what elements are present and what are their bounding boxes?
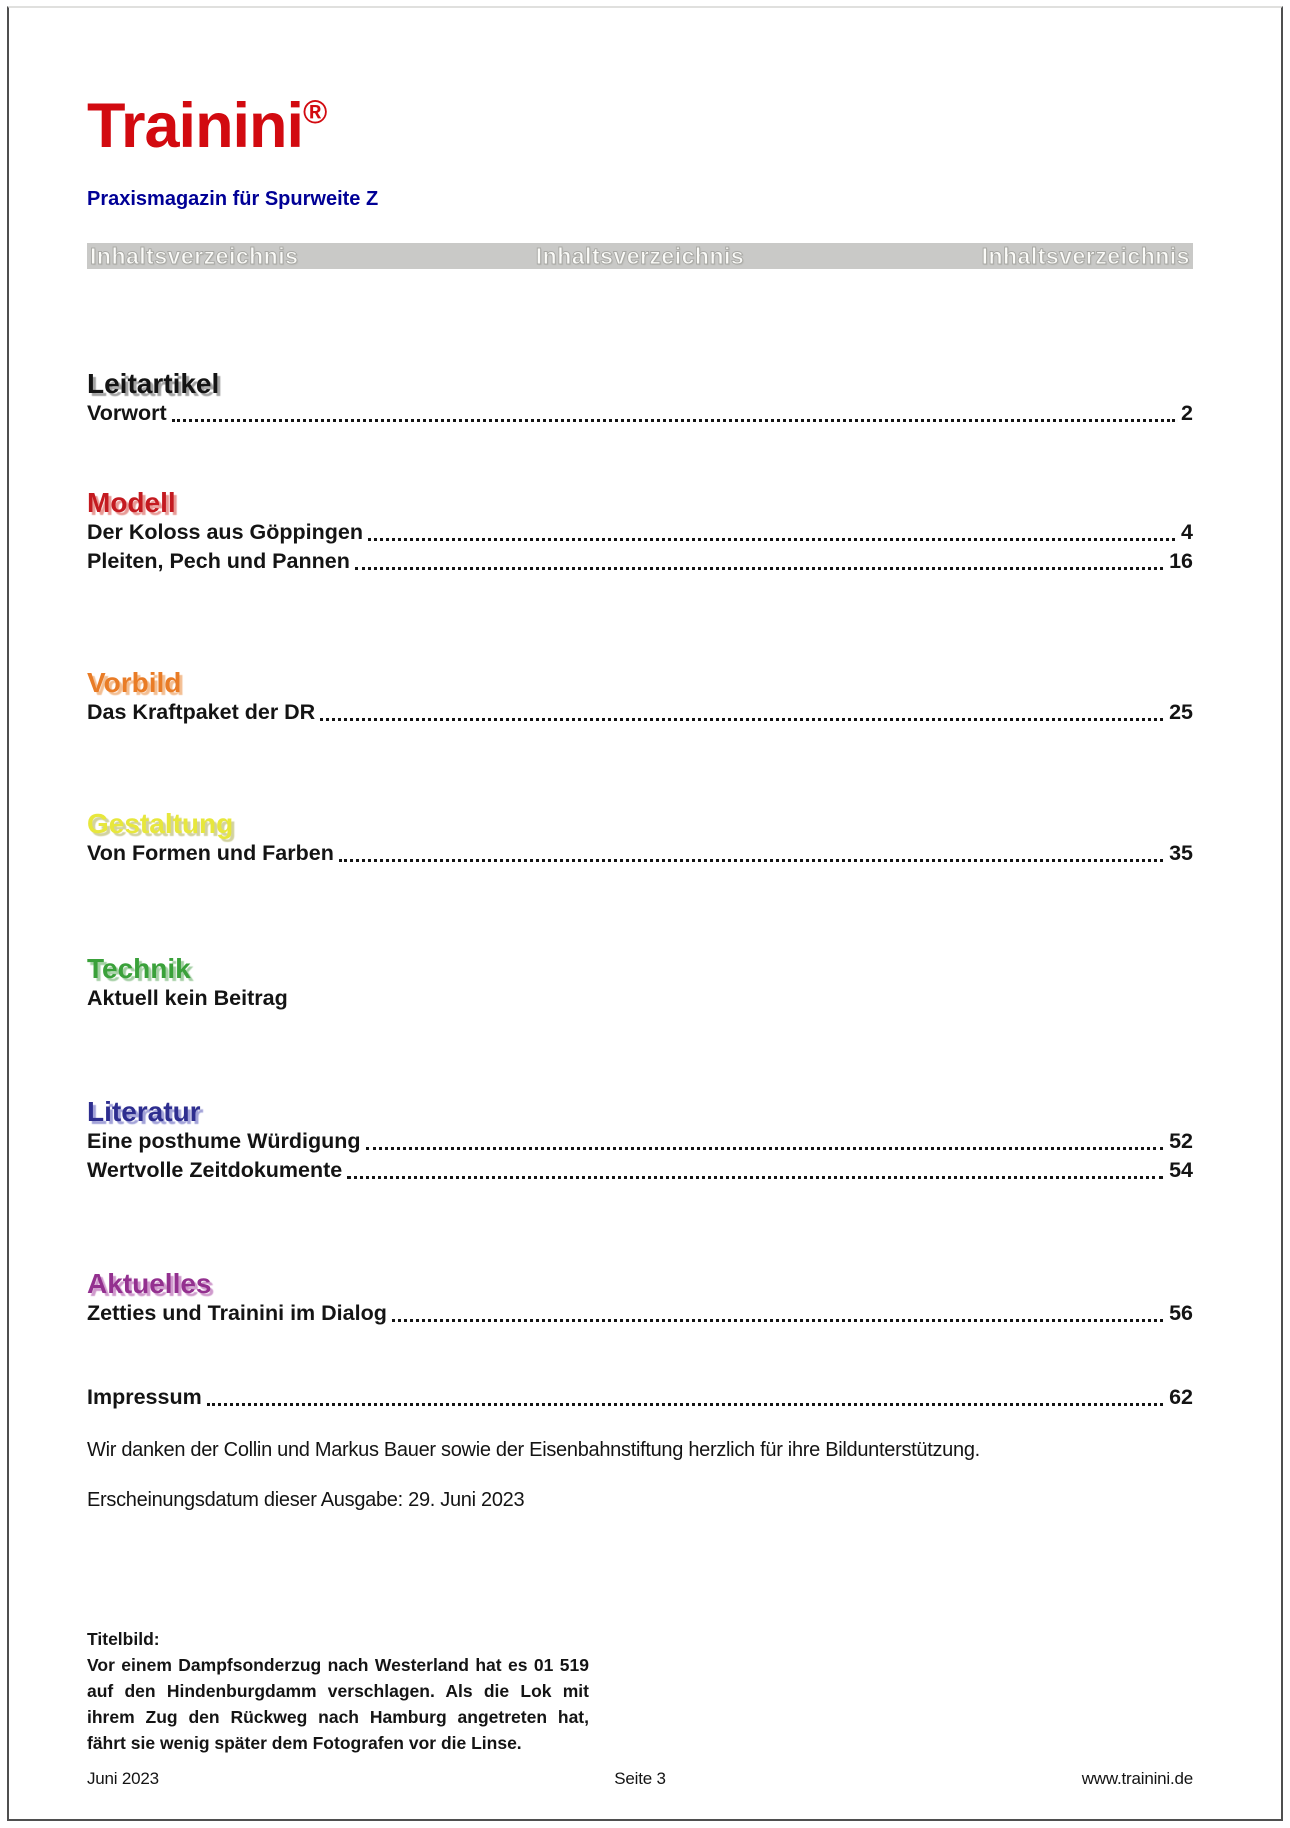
magazine-header	[87, 80, 1193, 213]
dot-leader	[172, 419, 1175, 422]
toc-entry-page: 35	[1169, 841, 1193, 865]
toc-entry-page: 54	[1169, 1158, 1193, 1182]
registered-trademark-icon: ®	[303, 93, 328, 130]
section-gestaltung	[87, 809, 1193, 868]
logo-row	[87, 80, 1193, 175]
cover-caption-text: Vor einem Dampfsonderzug nach Westerland hat es 01 519 auf den Hindenburgdamm verschlagen. Als die Lok mit ihrem Zug den Rückweg nach Hamburg angetreten hat, fährt sie wenig später dem Fotografen vor die Linse.	[87, 1655, 589, 1753]
publication-date: Erscheinungsdatum dieser Ausgabe: 29. Juni 2023	[87, 1489, 525, 1511]
toc-entry-pleiten[interactable]	[87, 547, 1193, 576]
toc-entry-title: Das Kraftpaket der DR	[87, 700, 316, 724]
toc-entry-zeitdokumente[interactable]	[87, 1156, 1193, 1185]
toc-entry-page: 62	[1169, 1385, 1193, 1409]
toc-entry-kein-beitrag	[87, 984, 1193, 1013]
toc-entry-title: Aktuell kein Beitrag	[87, 986, 288, 1010]
toc-entry-title: Der Koloss aus Göppingen	[87, 520, 363, 544]
toc-entry-title: Vorwort	[87, 401, 167, 425]
toc-entry-vorwort[interactable]	[87, 399, 1193, 428]
dot-leader	[392, 1319, 1163, 1322]
toc-entry-page: 56	[1169, 1301, 1193, 1325]
section-heading-vorbild: Vorbild	[87, 667, 182, 698]
dot-leader	[320, 718, 1163, 721]
cover-caption-label: Titelbild:	[87, 1629, 160, 1649]
banner-label-right: Inhaltsverzeichnis	[981, 242, 1190, 269]
table-of-contents	[87, 369, 1193, 1756]
dot-leader	[207, 1403, 1163, 1406]
toc-entry-page: 25	[1169, 700, 1193, 724]
section-heading-literatur: Literatur	[87, 1096, 201, 1127]
section-heading-aktuelles: Aktuelles	[87, 1268, 212, 1299]
toc-entry-page: 16	[1169, 549, 1193, 573]
toc-entry-page: 52	[1169, 1129, 1193, 1153]
page-frame	[7, 6, 1283, 1821]
magazine-subtitle: Praxismagazin für Spurweite Z	[87, 188, 379, 210]
credits-note: Wir danken der Collin und Markus Bauer sowie der Eisenbahnstiftung herzlich für ihre Bildunterstützung.	[87, 1439, 980, 1461]
banner-label-left: Inhaltsverzeichnis	[90, 242, 299, 269]
section-heading-gestaltung: Gestaltung	[87, 808, 234, 839]
section-heading-modell: Modell	[87, 487, 176, 518]
section-technik	[87, 954, 1193, 1013]
page-footer	[87, 1768, 1193, 1790]
dot-leader	[366, 1147, 1164, 1150]
toc-entry-wuerdigung[interactable]	[87, 1127, 1193, 1156]
toc-entry-title: Impressum	[87, 1385, 202, 1409]
toc-entry-zetties-dialog[interactable]	[87, 1299, 1193, 1328]
section-modell	[87, 488, 1193, 576]
section-leitartikel	[87, 369, 1193, 428]
section-aktuelles	[87, 1269, 1193, 1328]
cover-caption	[87, 1626, 589, 1756]
dot-leader	[368, 538, 1175, 541]
footer-page-number: Seite 3	[614, 1769, 666, 1788]
section-vorbild	[87, 668, 1193, 727]
contents-banner	[87, 243, 1193, 269]
toc-entry-kraftpaket[interactable]	[87, 698, 1193, 727]
section-heading-leitartikel: Leitartikel	[87, 368, 220, 399]
toc-entry-title: Zetties und Trainini im Dialog	[87, 1301, 387, 1325]
magazine-logo: Trainini	[87, 91, 304, 161]
toc-entry-koloss[interactable]	[87, 518, 1193, 547]
dot-leader	[355, 567, 1163, 570]
toc-entry-page: 4	[1181, 520, 1193, 544]
footer-website-link[interactable]: www.trainini.de	[1081, 1769, 1194, 1788]
footer-issue-date: Juni 2023	[87, 1769, 159, 1788]
toc-entry-title: Wertvolle Zeitdokumente	[87, 1158, 343, 1182]
toc-entry-title: Von Formen und Farben	[87, 841, 334, 865]
section-heading-technik: Technik	[87, 953, 191, 984]
banner-label-center: Inhaltsverzeichnis	[535, 242, 745, 269]
dot-leader	[339, 859, 1163, 862]
toc-entry-formen-farben[interactable]	[87, 839, 1193, 868]
toc-entry-impressum[interactable]	[87, 1383, 1193, 1412]
toc-entry-page: 2	[1181, 401, 1193, 425]
toc-entry-title: Eine posthume Würdigung	[87, 1129, 361, 1153]
section-literatur	[87, 1097, 1193, 1185]
toc-entry-title: Pleiten, Pech und Pannen	[87, 549, 350, 573]
dot-leader	[347, 1176, 1163, 1179]
